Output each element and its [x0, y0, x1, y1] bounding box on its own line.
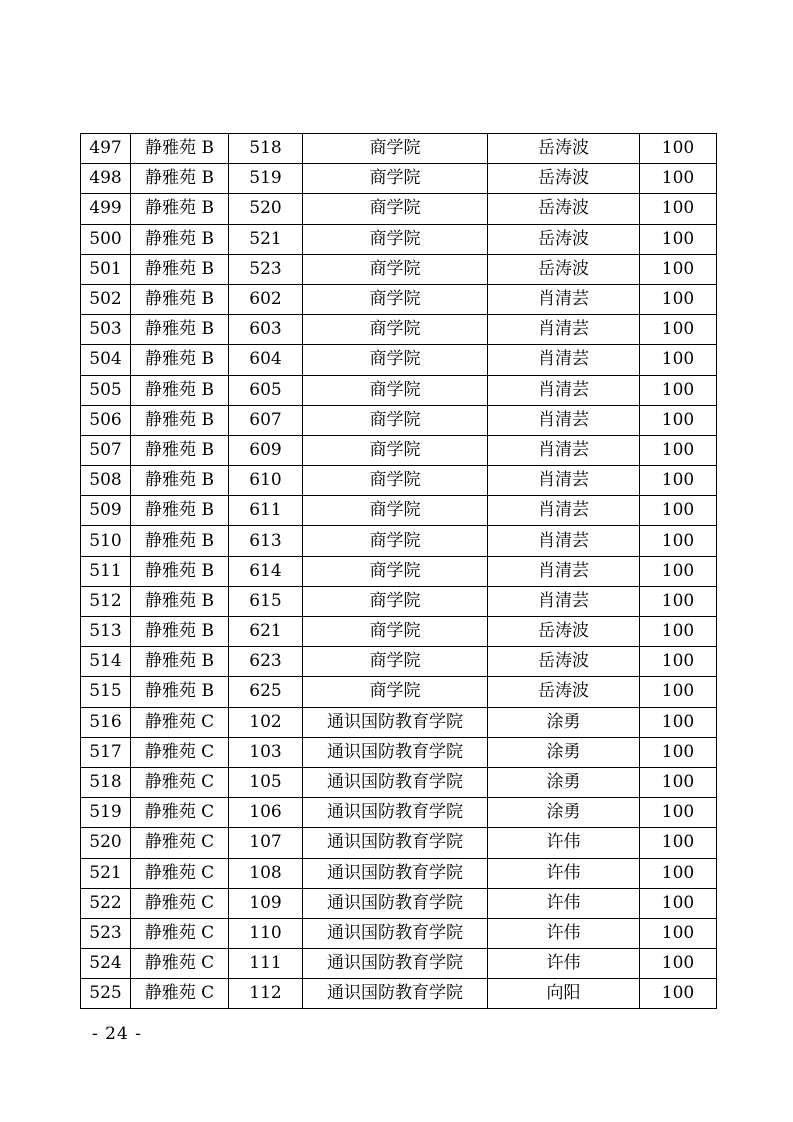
serial-number-cell: 523	[81, 918, 131, 948]
building-cell: 静雅苑 B	[131, 677, 229, 707]
score-cell: 100	[640, 435, 717, 465]
responsible-person-cell: 肖清芸	[488, 284, 640, 314]
serial-number-cell: 515	[81, 677, 131, 707]
responsible-person-cell: 岳涛波	[488, 134, 640, 164]
responsible-person-cell: 岳涛波	[488, 677, 640, 707]
room-number-cell: 611	[229, 496, 303, 526]
room-number-cell: 607	[229, 405, 303, 435]
serial-number-cell: 498	[81, 164, 131, 194]
score-cell: 100	[640, 254, 717, 284]
room-number-cell: 621	[229, 617, 303, 647]
room-number-cell: 614	[229, 556, 303, 586]
score-cell: 100	[640, 466, 717, 496]
building-cell: 静雅苑 B	[131, 617, 229, 647]
responsible-person-cell: 许伟	[488, 888, 640, 918]
serial-number-cell: 521	[81, 858, 131, 888]
responsible-person-cell: 肖清芸	[488, 405, 640, 435]
college-cell: 商学院	[303, 224, 488, 254]
building-cell: 静雅苑 B	[131, 254, 229, 284]
serial-number-cell: 512	[81, 586, 131, 616]
responsible-person-cell: 涂勇	[488, 737, 640, 767]
serial-number-cell: 505	[81, 375, 131, 405]
responsible-person-cell: 肖清芸	[488, 556, 640, 586]
table-row	[81, 315, 717, 345]
table-row	[81, 466, 717, 496]
serial-number-cell: 510	[81, 526, 131, 556]
building-cell: 静雅苑 B	[131, 405, 229, 435]
serial-number-cell: 508	[81, 466, 131, 496]
college-cell: 通识国防教育学院	[303, 737, 488, 767]
responsible-person-cell: 岳涛波	[488, 194, 640, 224]
score-cell: 100	[640, 224, 717, 254]
table-row	[81, 375, 717, 405]
building-cell: 静雅苑 B	[131, 134, 229, 164]
serial-number-cell: 511	[81, 556, 131, 586]
college-cell: 商学院	[303, 134, 488, 164]
college-cell: 商学院	[303, 496, 488, 526]
responsible-person-cell: 肖清芸	[488, 375, 640, 405]
room-number-cell: 107	[229, 828, 303, 858]
responsible-person-cell: 肖清芸	[488, 586, 640, 616]
college-cell: 商学院	[303, 345, 488, 375]
score-cell: 100	[640, 556, 717, 586]
college-cell: 商学院	[303, 466, 488, 496]
building-cell: 静雅苑 B	[131, 164, 229, 194]
room-number-cell: 103	[229, 737, 303, 767]
serial-number-cell: 507	[81, 435, 131, 465]
serial-number-cell: 518	[81, 767, 131, 797]
college-cell: 商学院	[303, 617, 488, 647]
room-number-cell: 613	[229, 526, 303, 556]
score-cell: 100	[640, 586, 717, 616]
college-cell: 通识国防教育学院	[303, 798, 488, 828]
college-cell: 商学院	[303, 586, 488, 616]
score-cell: 100	[640, 828, 717, 858]
table-row	[81, 767, 717, 797]
table-row	[81, 435, 717, 465]
room-number-cell: 520	[229, 194, 303, 224]
room-number-cell: 609	[229, 435, 303, 465]
building-cell: 静雅苑 C	[131, 767, 229, 797]
serial-number-cell: 497	[81, 134, 131, 164]
room-number-cell: 603	[229, 315, 303, 345]
college-cell: 商学院	[303, 647, 488, 677]
building-cell: 静雅苑 C	[131, 707, 229, 737]
table-row	[81, 194, 717, 224]
responsible-person-cell: 许伟	[488, 828, 640, 858]
table-row	[81, 677, 717, 707]
score-cell: 100	[640, 979, 717, 1009]
table-row	[81, 858, 717, 888]
table-row	[81, 345, 717, 375]
responsible-person-cell: 肖清芸	[488, 496, 640, 526]
college-cell: 通识国防教育学院	[303, 979, 488, 1009]
room-number-cell: 623	[229, 647, 303, 677]
room-number-cell: 105	[229, 767, 303, 797]
table-row	[81, 134, 717, 164]
serial-number-cell: 522	[81, 888, 131, 918]
score-cell: 100	[640, 526, 717, 556]
college-cell: 商学院	[303, 677, 488, 707]
room-number-cell: 604	[229, 345, 303, 375]
college-cell: 通识国防教育学院	[303, 888, 488, 918]
table-row	[81, 526, 717, 556]
table-row	[81, 556, 717, 586]
college-cell: 商学院	[303, 315, 488, 345]
serial-number-cell: 502	[81, 284, 131, 314]
score-cell: 100	[640, 617, 717, 647]
dormitory-score-table	[80, 133, 717, 1009]
college-cell: 通识国防教育学院	[303, 767, 488, 797]
college-cell: 通识国防教育学院	[303, 828, 488, 858]
building-cell: 静雅苑 B	[131, 345, 229, 375]
building-cell: 静雅苑 B	[131, 224, 229, 254]
table-row	[81, 828, 717, 858]
building-cell: 静雅苑 C	[131, 798, 229, 828]
responsible-person-cell: 许伟	[488, 858, 640, 888]
table-row	[81, 949, 717, 979]
building-cell: 静雅苑 B	[131, 466, 229, 496]
score-cell: 100	[640, 194, 717, 224]
page-number: - 24 -	[92, 1024, 142, 1044]
building-cell: 静雅苑 C	[131, 888, 229, 918]
college-cell: 商学院	[303, 254, 488, 284]
serial-number-cell: 500	[81, 224, 131, 254]
table-row	[81, 888, 717, 918]
score-cell: 100	[640, 737, 717, 767]
room-number-cell: 112	[229, 979, 303, 1009]
building-cell: 静雅苑 B	[131, 315, 229, 345]
score-cell: 100	[640, 798, 717, 828]
score-cell: 100	[640, 647, 717, 677]
responsible-person-cell: 岳涛波	[488, 254, 640, 284]
serial-number-cell: 504	[81, 345, 131, 375]
serial-number-cell: 509	[81, 496, 131, 526]
room-number-cell: 109	[229, 888, 303, 918]
serial-number-cell: 501	[81, 254, 131, 284]
responsible-person-cell: 肖清芸	[488, 526, 640, 556]
building-cell: 静雅苑 C	[131, 828, 229, 858]
building-cell: 静雅苑 B	[131, 647, 229, 677]
serial-number-cell: 516	[81, 707, 131, 737]
responsible-person-cell: 岳涛波	[488, 617, 640, 647]
responsible-person-cell: 许伟	[488, 918, 640, 948]
room-number-cell: 523	[229, 254, 303, 284]
score-cell: 100	[640, 858, 717, 888]
room-number-cell: 605	[229, 375, 303, 405]
responsible-person-cell: 岳涛波	[488, 647, 640, 677]
responsible-person-cell: 许伟	[488, 949, 640, 979]
serial-number-cell: 525	[81, 979, 131, 1009]
room-number-cell: 106	[229, 798, 303, 828]
responsible-person-cell: 向阳	[488, 979, 640, 1009]
table-row	[81, 707, 717, 737]
table-row	[81, 617, 717, 647]
room-number-cell: 102	[229, 707, 303, 737]
building-cell: 静雅苑 C	[131, 949, 229, 979]
college-cell: 商学院	[303, 556, 488, 586]
responsible-person-cell: 涂勇	[488, 767, 640, 797]
serial-number-cell: 506	[81, 405, 131, 435]
building-cell: 静雅苑 B	[131, 526, 229, 556]
serial-number-cell: 499	[81, 194, 131, 224]
score-cell: 100	[640, 375, 717, 405]
table-row	[81, 979, 717, 1009]
building-cell: 静雅苑 B	[131, 375, 229, 405]
building-cell: 静雅苑 B	[131, 556, 229, 586]
college-cell: 商学院	[303, 375, 488, 405]
table-row	[81, 284, 717, 314]
room-number-cell: 519	[229, 164, 303, 194]
table-row	[81, 586, 717, 616]
college-cell: 商学院	[303, 194, 488, 224]
table-body	[81, 134, 717, 1009]
room-number-cell: 111	[229, 949, 303, 979]
room-number-cell: 110	[229, 918, 303, 948]
building-cell: 静雅苑 C	[131, 979, 229, 1009]
responsible-person-cell: 岳涛波	[488, 164, 640, 194]
serial-number-cell: 524	[81, 949, 131, 979]
table-row	[81, 405, 717, 435]
college-cell: 商学院	[303, 284, 488, 314]
building-cell: 静雅苑 B	[131, 586, 229, 616]
table-row	[81, 254, 717, 284]
serial-number-cell: 514	[81, 647, 131, 677]
room-number-cell: 625	[229, 677, 303, 707]
building-cell: 静雅苑 B	[131, 284, 229, 314]
college-cell: 商学院	[303, 526, 488, 556]
score-cell: 100	[640, 345, 717, 375]
table-row	[81, 798, 717, 828]
responsible-person-cell: 涂勇	[488, 707, 640, 737]
score-cell: 100	[640, 496, 717, 526]
responsible-person-cell: 涂勇	[488, 798, 640, 828]
score-cell: 100	[640, 918, 717, 948]
responsible-person-cell: 肖清芸	[488, 435, 640, 465]
college-cell: 商学院	[303, 164, 488, 194]
room-number-cell: 602	[229, 284, 303, 314]
building-cell: 静雅苑 B	[131, 435, 229, 465]
score-cell: 100	[640, 888, 717, 918]
score-cell: 100	[640, 949, 717, 979]
college-cell: 通识国防教育学院	[303, 858, 488, 888]
score-cell: 100	[640, 405, 717, 435]
room-number-cell: 521	[229, 224, 303, 254]
room-number-cell: 518	[229, 134, 303, 164]
score-cell: 100	[640, 284, 717, 314]
college-cell: 商学院	[303, 405, 488, 435]
responsible-person-cell: 岳涛波	[488, 224, 640, 254]
college-cell: 通识国防教育学院	[303, 707, 488, 737]
building-cell: 静雅苑 B	[131, 194, 229, 224]
table-row	[81, 496, 717, 526]
score-cell: 100	[640, 707, 717, 737]
serial-number-cell: 517	[81, 737, 131, 767]
table-row	[81, 918, 717, 948]
building-cell: 静雅苑 C	[131, 737, 229, 767]
college-cell: 通识国防教育学院	[303, 918, 488, 948]
serial-number-cell: 520	[81, 828, 131, 858]
score-cell: 100	[640, 164, 717, 194]
room-number-cell: 610	[229, 466, 303, 496]
serial-number-cell: 503	[81, 315, 131, 345]
serial-number-cell: 519	[81, 798, 131, 828]
responsible-person-cell: 肖清芸	[488, 315, 640, 345]
score-cell: 100	[640, 315, 717, 345]
score-cell: 100	[640, 134, 717, 164]
table-row	[81, 647, 717, 677]
table-row	[81, 224, 717, 254]
table-row	[81, 737, 717, 767]
responsible-person-cell: 肖清芸	[488, 345, 640, 375]
responsible-person-cell: 肖清芸	[488, 466, 640, 496]
building-cell: 静雅苑 B	[131, 496, 229, 526]
building-cell: 静雅苑 C	[131, 918, 229, 948]
college-cell: 通识国防教育学院	[303, 949, 488, 979]
table-row	[81, 164, 717, 194]
college-cell: 商学院	[303, 435, 488, 465]
building-cell: 静雅苑 C	[131, 858, 229, 888]
score-cell: 100	[640, 767, 717, 797]
room-number-cell: 108	[229, 858, 303, 888]
room-number-cell: 615	[229, 586, 303, 616]
score-cell: 100	[640, 677, 717, 707]
serial-number-cell: 513	[81, 617, 131, 647]
